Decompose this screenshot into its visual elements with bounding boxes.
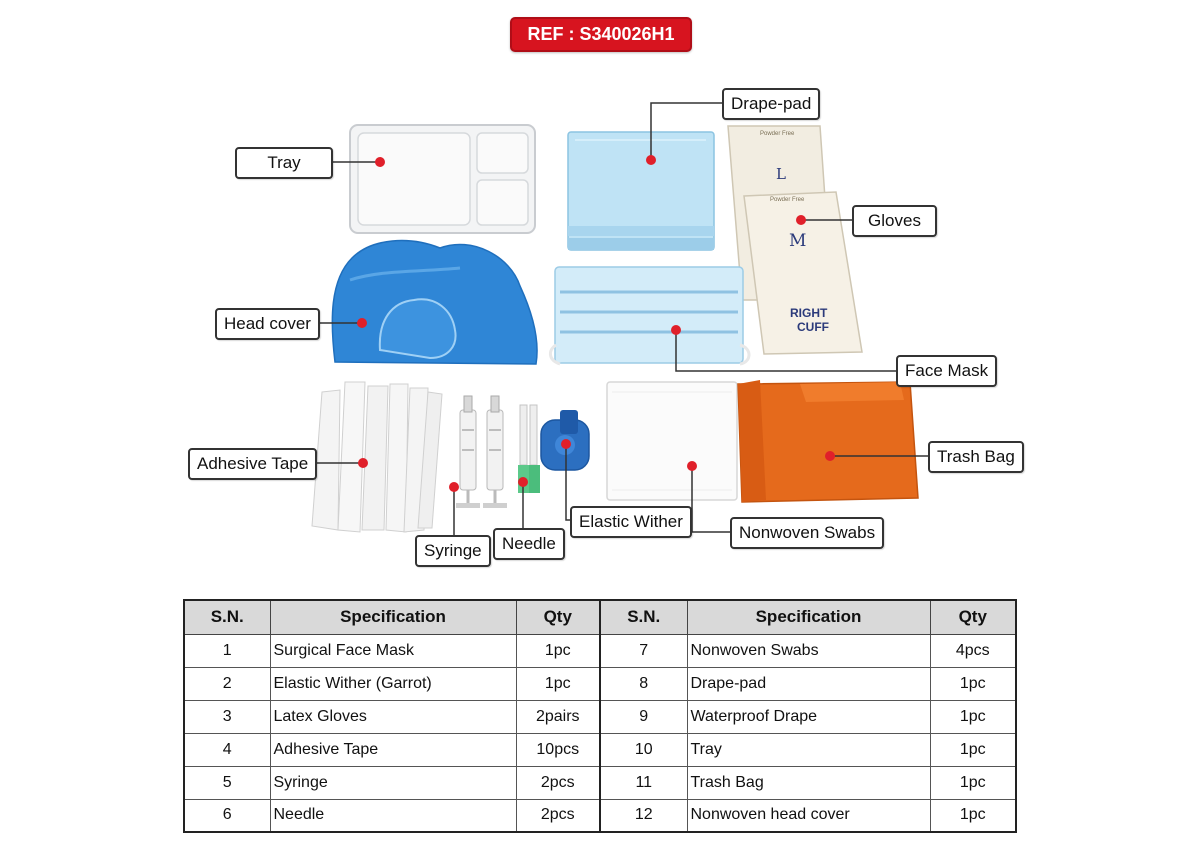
header-qty-left: Qty — [516, 600, 600, 634]
sn-cell: 2 — [184, 667, 270, 700]
tray-callout: Tray — [235, 147, 333, 179]
qty-cell: 2pcs — [516, 799, 600, 832]
qty-cell: 4pcs — [930, 634, 1016, 667]
trash-bag-marker-dot — [825, 451, 835, 461]
glove-cuff-line-2: CUFF — [797, 320, 829, 334]
spec-cell: Syringe — [270, 766, 516, 799]
table-row — [184, 634, 1016, 667]
sn-cell: 8 — [600, 667, 687, 700]
qty-cell: 2pcs — [516, 766, 600, 799]
head-cover-callout: Head cover — [215, 308, 320, 340]
qty-cell: 1pc — [930, 700, 1016, 733]
table-row — [184, 700, 1016, 733]
spec-cell: Nonwoven Swabs — [687, 634, 930, 667]
spec-cell: Latex Gloves — [270, 700, 516, 733]
glove-size-m: M — [789, 231, 807, 251]
needle-marker-dot — [518, 477, 528, 487]
header-sn-left: S.N. — [184, 600, 270, 634]
sn-cell: 10 — [600, 733, 687, 766]
sn-cell: 11 — [600, 766, 687, 799]
glove-brand-line-1: Powder Free — [760, 131, 795, 137]
sn-cell: 12 — [600, 799, 687, 832]
reference-badge: REF : S340026H1 — [510, 17, 692, 52]
qty-cell: 2pairs — [516, 700, 600, 733]
qty-cell: 1pc — [930, 733, 1016, 766]
spec-cell: Nonwoven head cover — [687, 799, 930, 832]
qty-cell: 1pc — [930, 667, 1016, 700]
adhesive-tape-callout: Adhesive Tape — [188, 448, 317, 480]
glove-brand-line-2: Powder Free — [770, 197, 805, 203]
qty-cell: 1pc — [930, 766, 1016, 799]
table-row — [184, 766, 1016, 799]
adhesive-tape-marker-dot — [358, 458, 368, 468]
spec-cell: Needle — [270, 799, 516, 832]
nonwoven-swabs-callout: Nonwoven Swabs — [730, 517, 884, 549]
header-sn-right: S.N. — [600, 600, 687, 634]
needle-callout: Needle — [493, 528, 565, 560]
spec-cell: Adhesive Tape — [270, 733, 516, 766]
glove-size-l: L — [776, 165, 786, 183]
specification-table — [183, 599, 1017, 833]
spec-cell: Drape-pad — [687, 667, 930, 700]
qty-cell: 10pcs — [516, 733, 600, 766]
elastic-wither-callout: Elastic Wither — [570, 506, 692, 538]
sn-cell: 5 — [184, 766, 270, 799]
sn-cell: 7 — [600, 634, 687, 667]
spec-cell: Trash Bag — [687, 766, 930, 799]
header-qty-right: Qty — [930, 600, 1016, 634]
spec-cell: Tray — [687, 733, 930, 766]
syringe-callout: Syringe — [415, 535, 491, 567]
trash-bag-callout: Trash Bag — [928, 441, 1024, 473]
gloves-callout: Gloves — [852, 205, 937, 237]
nonwoven-swabs-marker-dot — [687, 461, 697, 471]
elastic-wither-marker-dot — [561, 439, 571, 449]
face-mask-marker-dot — [671, 325, 681, 335]
table-row — [184, 733, 1016, 766]
syringe-marker-dot — [449, 482, 459, 492]
qty-cell: 1pc — [516, 634, 600, 667]
glove-cuff-line-1: RIGHT — [790, 306, 828, 320]
sn-cell: 4 — [184, 733, 270, 766]
gloves-marker-dot — [796, 215, 806, 225]
header-spec-left: Specification — [270, 600, 516, 634]
drape-pad-marker-dot — [646, 155, 656, 165]
spec-cell: Surgical Face Mask — [270, 634, 516, 667]
sn-cell: 1 — [184, 634, 270, 667]
drape-pad-callout: Drape-pad — [722, 88, 820, 120]
table-row — [184, 799, 1016, 832]
head-cover-marker-dot — [357, 318, 367, 328]
table-header-row — [184, 600, 1016, 634]
table-row — [184, 667, 1016, 700]
spec-cell: Elastic Wither (Garrot) — [270, 667, 516, 700]
qty-cell: 1pc — [516, 667, 600, 700]
qty-cell: 1pc — [930, 799, 1016, 832]
face-mask-callout: Face Mask — [896, 355, 997, 387]
header-spec-right: Specification — [687, 600, 930, 634]
sn-cell: 9 — [600, 700, 687, 733]
spec-cell: Waterproof Drape — [687, 700, 930, 733]
sn-cell: 6 — [184, 799, 270, 832]
sn-cell: 3 — [184, 700, 270, 733]
tray-marker-dot — [375, 157, 385, 167]
